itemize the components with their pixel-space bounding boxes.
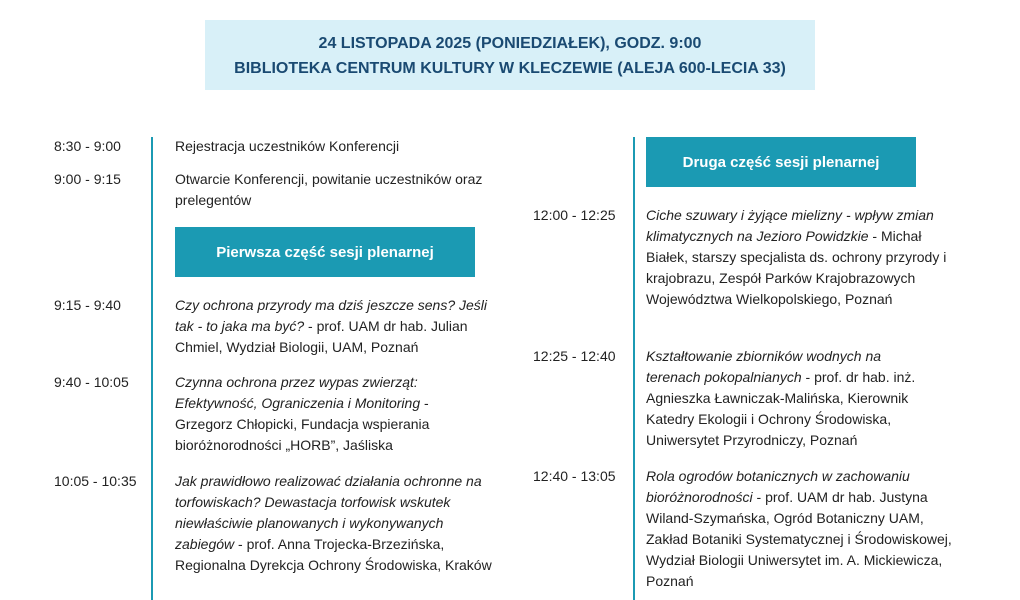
right-timeline-divider	[633, 137, 635, 600]
time-slot: 9:00 - 9:15	[54, 171, 121, 187]
time-slot: 12:40 - 13:05	[533, 468, 616, 484]
talk-speaker: - prof. Anna Trojecka-Brzezińska, Regionalna Dyrekcja Ochrony Środowiska, Kraków	[175, 536, 492, 573]
event-header	[205, 20, 815, 90]
talk-title: Rola ogrodów botanicznych w zachowaniu bioróżnorodności	[646, 468, 910, 505]
talk-speaker: - prof. UAM dr hab. Justyna Wiland-Szymańska, Ogród Botaniczny UAM, Zakład Botaniki Systematycznej i Środowiskowej, Wydział Biologii Uniwersytet im. A. Mickiewicza, Poznań	[646, 489, 952, 589]
event-venue-line: BIBLIOTEKA CENTRUM KULTURY W KLECZEWIE (ALEJA 600-LECIA 33)	[234, 60, 786, 77]
talk-entry	[646, 346, 936, 451]
time-slot: 9:15 - 9:40	[54, 297, 121, 313]
time-slot: 8:30 - 9:00	[54, 138, 121, 154]
talk-entry	[175, 372, 475, 456]
section-heading-first: Pierwsza część sesji plenarnej	[175, 227, 475, 277]
talk-speaker: - prof. UAM dr hab. Julian Chmiel, Wydział Biologii, UAM, Poznań	[175, 318, 468, 355]
talk-speaker: - prof. dr hab. inż. Agnieszka Ławniczak-Malińska, Kierownik Katedry Ekologii i Ochrony Środowiska, Uniwersytet Przyrodniczy, Poznań	[646, 369, 916, 448]
talk-entry	[175, 295, 495, 358]
talk-title: Kształtowanie zbiorników wodnych na terenach pokopalnianych	[646, 348, 882, 385]
agenda-item: Rejestracja uczestników Konferencji	[175, 138, 400, 154]
talk-entry	[175, 471, 495, 576]
time-slot: 10:05 - 10:35	[54, 473, 137, 489]
talk-entry	[646, 205, 966, 310]
time-slot: 9:40 - 10:05	[54, 374, 129, 390]
talk-entry	[646, 466, 966, 592]
left-timeline-divider	[151, 137, 153, 600]
talk-title: Czynna ochrona przez wypas zwierząt: Efektywność, Ograniczenia i Monitoring	[175, 374, 421, 411]
talk-title: Czy ochrona przyrody ma dziś jeszcze sens? Jeśli tak - to jaka ma być?	[175, 297, 488, 334]
section-heading-second: Druga część sesji plenarnej	[646, 137, 916, 187]
talk-speaker: - Grzegorz Chłopicki, Fundacja wspierania bioróżnorodności „HORB”, Jaśliska	[175, 395, 430, 453]
talk-title: Ciche szuwary i żyjące mielizny - wpływ zmian klimatycznych na Jezioro Powidzkie	[646, 207, 934, 244]
time-slot: 12:00 - 12:25	[533, 207, 616, 223]
talk-title: Jak prawidłowo realizować działania ochronne na torfowiskach? Dewastacja torfowisk wskutek niewłaściwie planowanych i wykonywanych zabiegów	[175, 473, 482, 552]
time-slot: 12:25 - 12:40	[533, 348, 616, 364]
agenda-item: Otwarcie Konferencji, powitanie uczestników oraz prelegentów	[175, 171, 483, 208]
talk-speaker: - Michał Białek, starszy specjalista ds. ochrony przyrody i krajobrazu, Zespół Parków Krajobrazowych Województwa Wielkopolskiego, Poznań	[646, 228, 947, 307]
event-date-line: 24 LISTOPADA 2025 (PONIEDZIAŁEK), GODZ. 9:00	[318, 35, 702, 52]
